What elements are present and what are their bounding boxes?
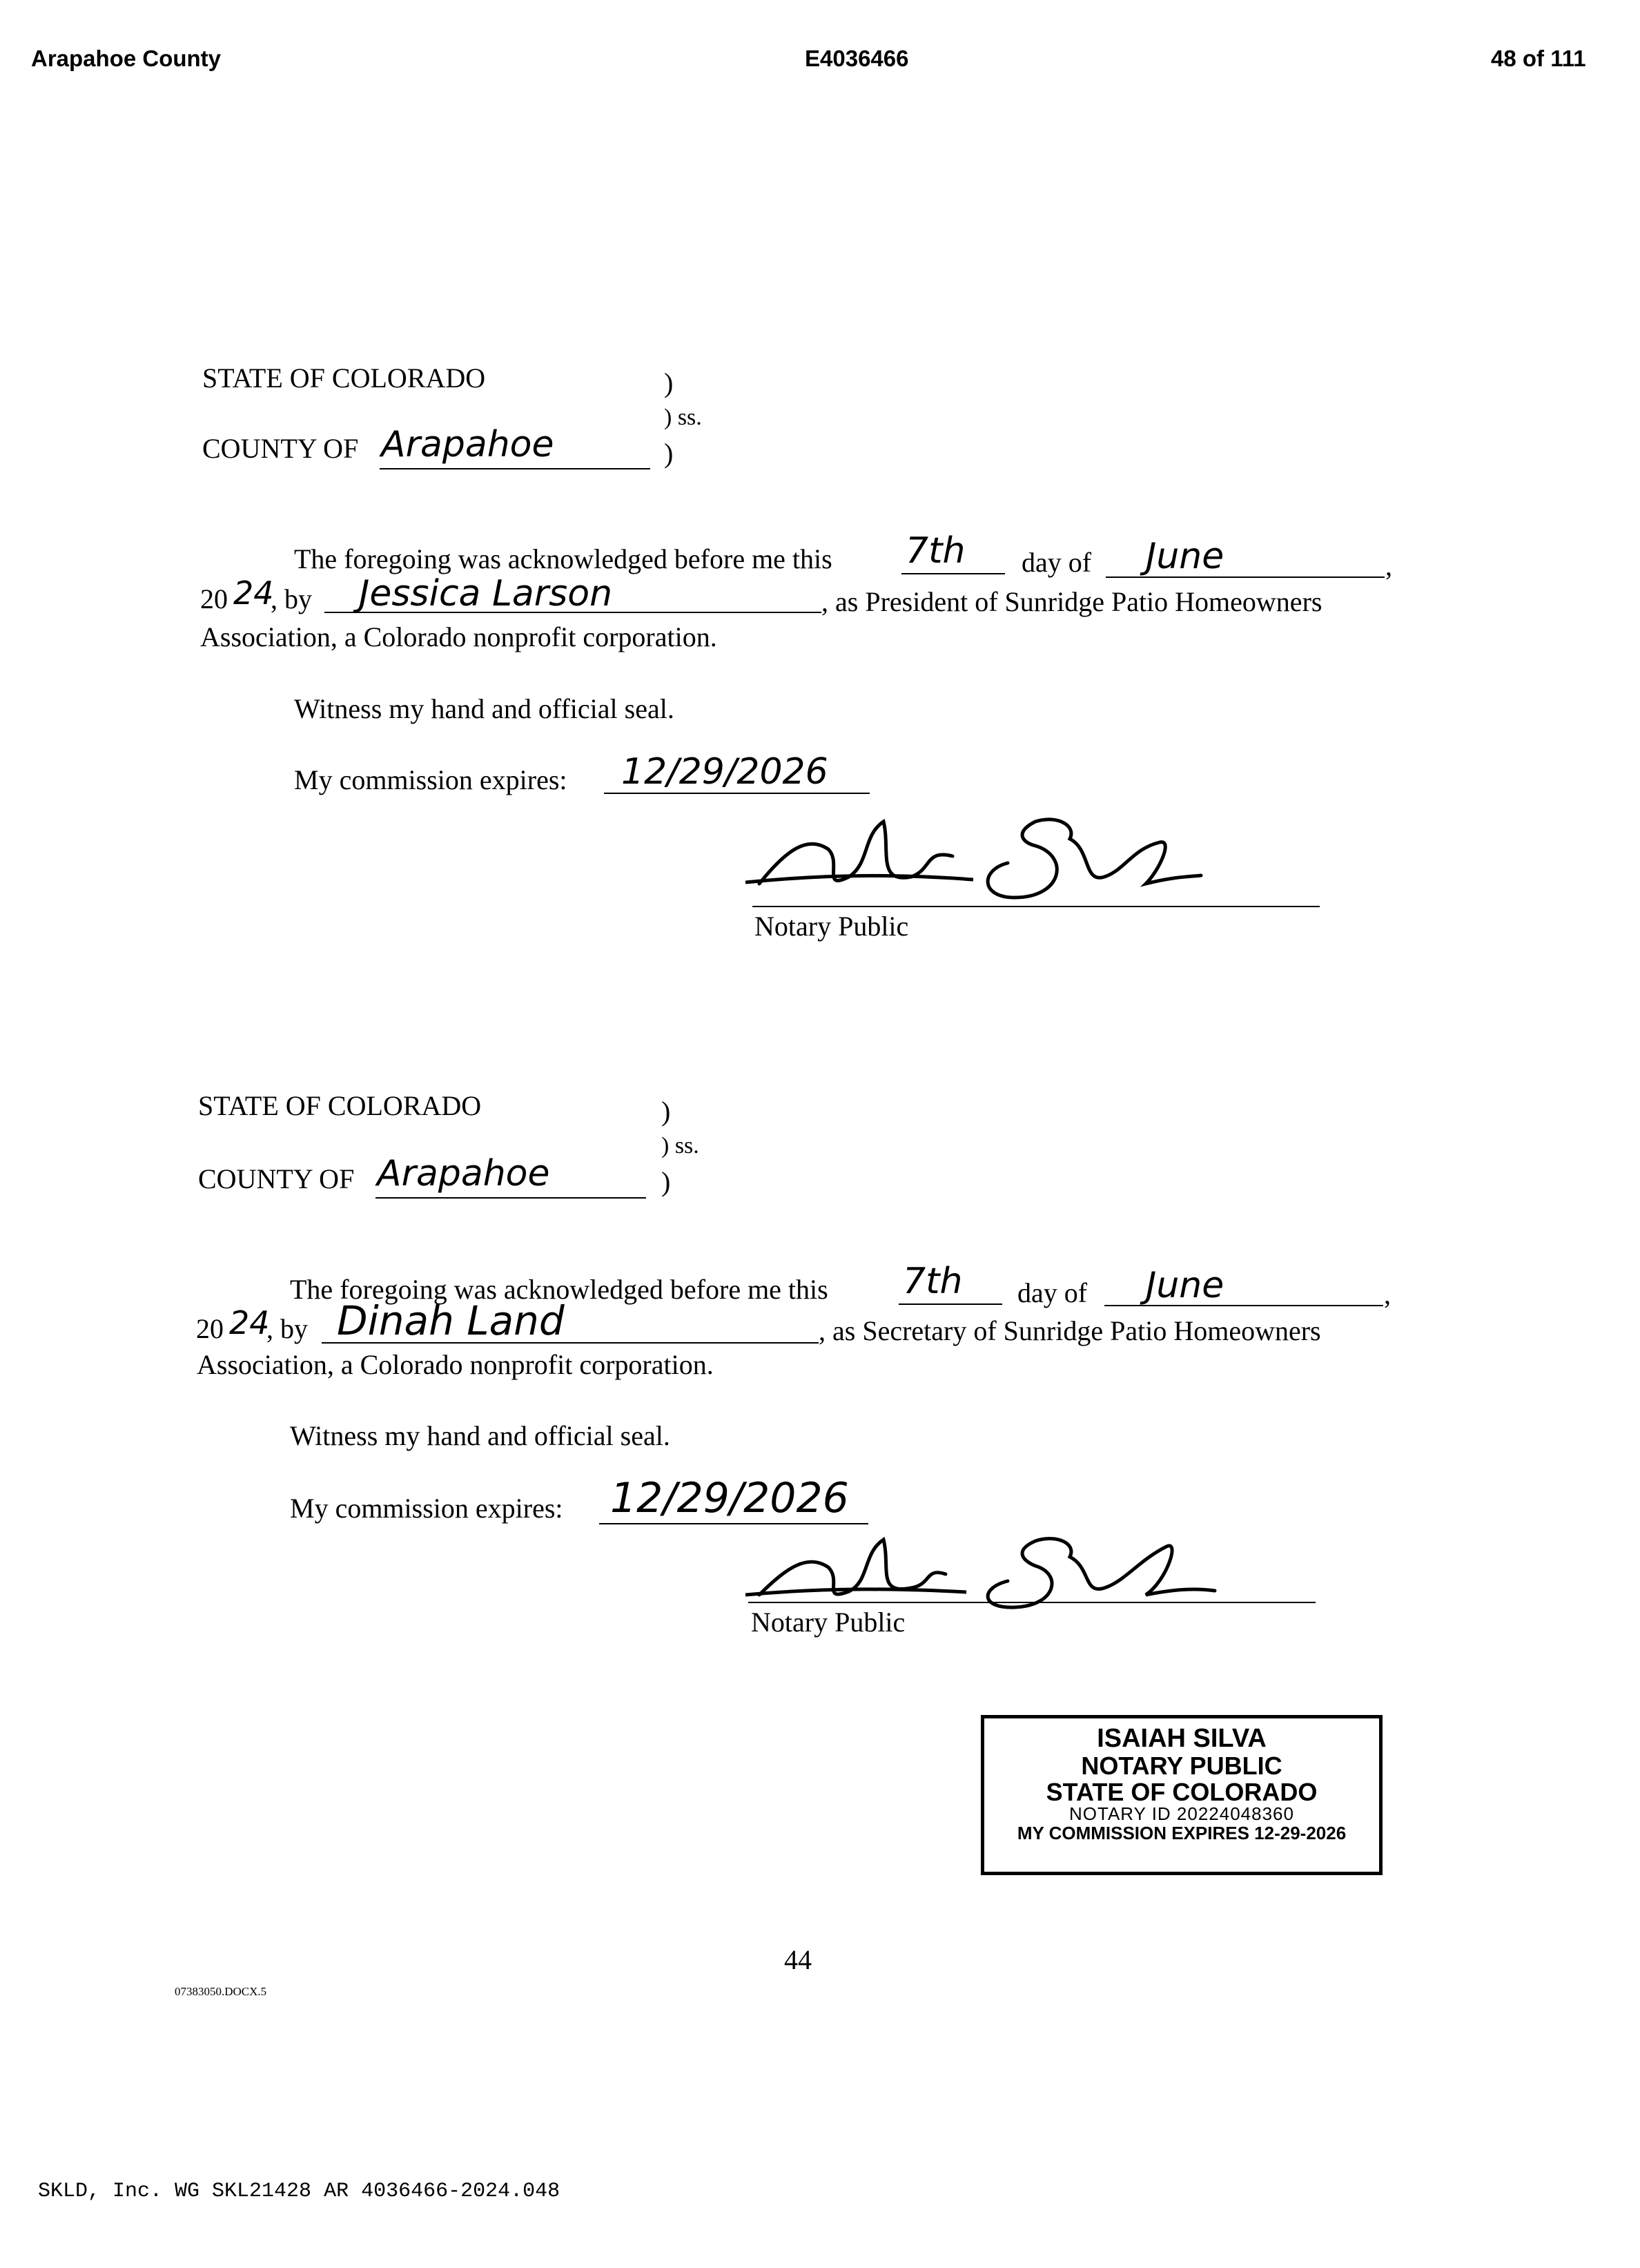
footer-recording-stamp: SKLD, Inc. WG SKL21428 AR 4036466-2024.048: [38, 2180, 560, 2203]
signer-underline: [322, 1342, 819, 1344]
paren-top: ): [664, 367, 674, 398]
notary-label: Notary Public: [751, 1607, 906, 1638]
paren-bottom: ): [664, 438, 674, 469]
seal-notary-id: NOTARY ID 20224048360: [1069, 1803, 1294, 1825]
year-value: 24: [233, 574, 274, 612]
month-underline: [1104, 1305, 1383, 1306]
month-value: June: [1146, 536, 1224, 577]
commission-value: 12/29/2026: [610, 1474, 849, 1522]
year-prefix: 20: [200, 583, 228, 614]
month-comma: ,: [1385, 550, 1392, 581]
county-value: Arapahoe: [381, 424, 554, 465]
commission-label: My commission expires:: [294, 764, 567, 795]
day-underline: [901, 573, 1005, 574]
notary-signature-2: [739, 1519, 1222, 1616]
association-text: Association, a Colorado nonprofit corporation.: [200, 621, 717, 652]
seal-title: NOTARY PUBLIC: [1081, 1751, 1282, 1780]
seal-expires: MY COMMISSION EXPIRES 12-29-2026: [1017, 1822, 1347, 1843]
ack-intro: The foregoing was acknowledged before me this: [290, 1274, 828, 1305]
ss-label: ) ss.: [661, 1133, 699, 1159]
seal-name: ISAIAH SILVA: [1097, 1724, 1267, 1753]
page-number: 44: [784, 1944, 812, 1975]
witness-text: Witness my hand and official seal.: [294, 693, 674, 724]
ack-intro: The foregoing was acknowledged before me this: [294, 543, 832, 574]
signer-underline: [324, 612, 821, 613]
day-underline: [899, 1303, 1002, 1305]
seal-state: STATE OF COLORADO: [1046, 1777, 1318, 1806]
month-underline: [1106, 576, 1385, 578]
header-page-counter: 48 of 111: [1491, 46, 1586, 71]
county-label: COUNTY OF: [198, 1163, 355, 1194]
notary-signature-line: [752, 906, 1320, 907]
day-value: 7th: [906, 530, 966, 572]
county-value: Arapahoe: [377, 1153, 550, 1194]
state-label: STATE OF COLORADO: [198, 1090, 482, 1121]
capacity-text: , as Secretary of Sunridge Patio Homeowners: [819, 1315, 1321, 1346]
month-comma: ,: [1384, 1279, 1391, 1310]
commission-value: 12/29/2026: [621, 751, 828, 793]
signer-value: Dinah Land: [337, 1297, 565, 1344]
paren-top: ): [661, 1096, 671, 1127]
notary-label: Notary Public: [754, 911, 909, 942]
header-reception-number: E4036466: [805, 46, 909, 71]
ss-label: ) ss.: [664, 405, 702, 430]
paren-bottom: ): [661, 1166, 671, 1197]
witness-text: Witness my hand and official seal.: [290, 1420, 670, 1451]
commission-underline: [604, 793, 870, 794]
notary-seal-stamp: [981, 1715, 1383, 1875]
county-underline: [380, 468, 650, 469]
day-of-label: day of: [1017, 1277, 1088, 1308]
year-prefix: 20: [196, 1313, 224, 1344]
notary-signature-1: [745, 808, 1215, 918]
state-label: STATE OF COLORADO: [202, 362, 486, 394]
association-text: Association, a Colorado nonprofit corporation.: [197, 1349, 714, 1380]
by-label: , by: [266, 1313, 308, 1344]
signer-value: Jessica Larson: [359, 573, 613, 614]
day-of-label: day of: [1022, 547, 1092, 578]
day-value: 7th: [903, 1261, 963, 1302]
commission-label: My commission expires:: [290, 1493, 563, 1524]
document-id: 07383050.DOCX.5: [175, 1985, 267, 1998]
by-label: , by: [271, 583, 312, 614]
month-value: June: [1146, 1265, 1224, 1306]
county-label: COUNTY OF: [202, 433, 359, 464]
county-underline: [375, 1197, 646, 1199]
capacity-text: , as President of Sunridge Patio Homeowners: [821, 586, 1322, 617]
header-county: Arapahoe County: [31, 46, 222, 71]
notary-signature-line: [748, 1602, 1316, 1603]
year-value: 24: [229, 1304, 270, 1341]
